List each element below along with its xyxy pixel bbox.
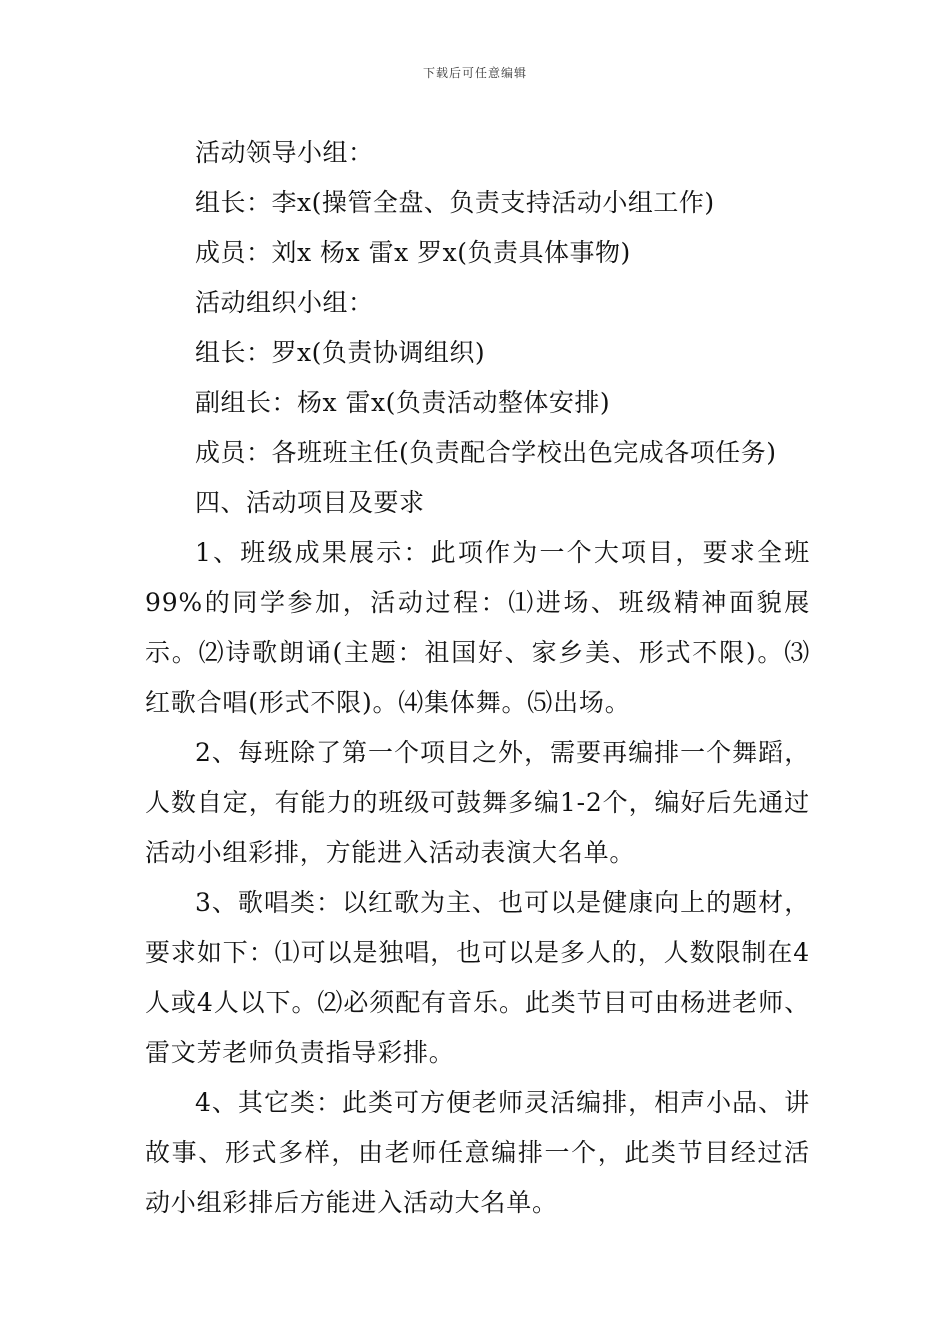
page-header: 下载后可任意编辑 bbox=[422, 66, 527, 80]
section-heading-activities: 四、活动项目及要求 bbox=[195, 488, 425, 517]
leadership-members: 成员：刘x 杨x 雷x 罗x(负责具体事物) bbox=[195, 238, 631, 267]
section-heading-leadership: 活动领导小组： bbox=[195, 138, 374, 167]
leadership-leader: 组长：李x(操管全盘、负责支持活动小组工作) bbox=[195, 188, 715, 217]
organization-members: 成员：各班班主任(负责配合学校出色完成各项任务) bbox=[195, 438, 777, 467]
section-heading-organization: 活动组织小组： bbox=[195, 288, 374, 317]
document-body bbox=[145, 128, 810, 1228]
paragraph-item-4: 4、其它类：此类可方便老师灵活编排，相声小品、讲故事、形式多样，由老师任意编排一个，此类节目经过活动小组彩排后方能进入活动大名单。 bbox=[145, 1088, 810, 1217]
paragraph-item-2: 2、每班除了第一个项目之外，需要再编排一个舞蹈，人数自定，有能力的班级可鼓舞多编1-2个，编好后先通过活动小组彩排，方能进入活动表演大名单。 bbox=[145, 738, 810, 867]
organization-leader: 组长：罗x(负责协调组织) bbox=[195, 338, 486, 367]
organization-deputy-leader: 副组长：杨x 雷x(负责活动整体安排) bbox=[195, 388, 611, 417]
paragraph-item-1: 1、班级成果展示：此项作为一个大项目，要求全班99%的同学参加，活动过程：⑴进场、班级精神面貌展示。⑵诗歌朗诵(主题：祖国好、家乡美、形式不限)。⑶红歌合唱(形式不限)。⑷集体舞。⑸出场。 bbox=[145, 538, 810, 717]
paragraph-item-3: 3、歌唱类：以红歌为主、也可以是健康向上的题材，要求如下：⑴可以是独唱，也可以是多人的，人数限制在4人或4人以下。⑵必须配有音乐。此类节目可由杨进老师、雷文芳老师负责指导彩排。 bbox=[145, 888, 810, 1067]
